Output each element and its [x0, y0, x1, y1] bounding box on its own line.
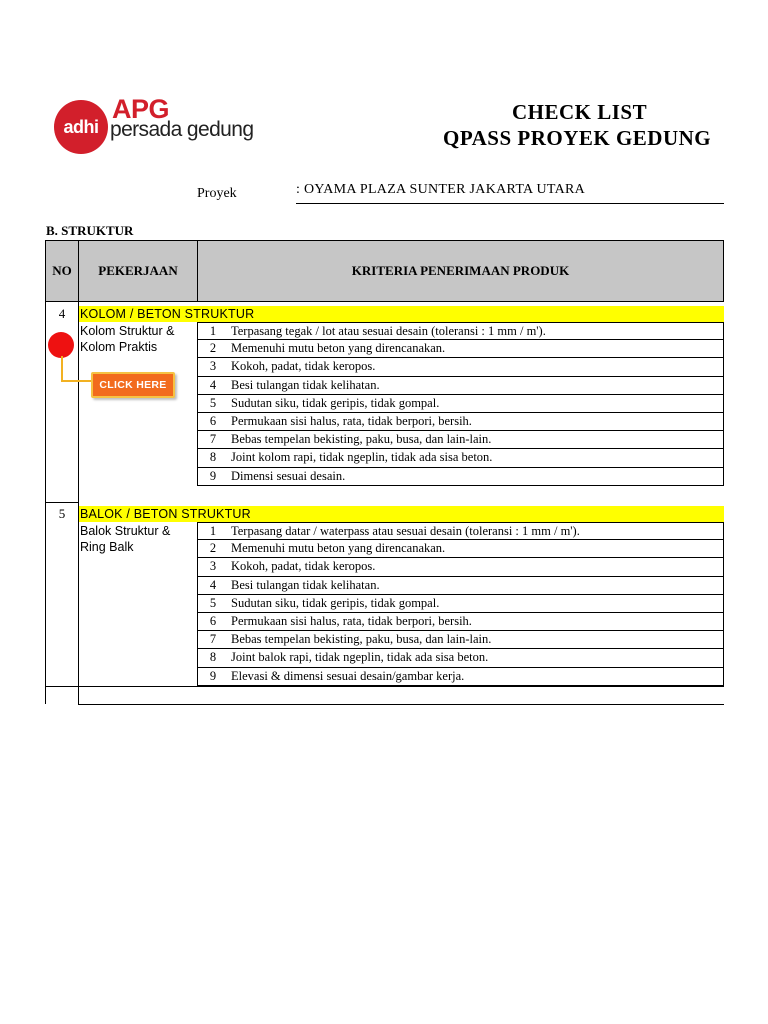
column-header-kriteria: KRITERIA PENERIMAAN PRODUK [197, 240, 724, 302]
criteria-text: Bebas tempelan bekisting, paku, busa, dan lain-lain. [231, 432, 492, 447]
criteria-text: Sudutan siku, tidak geripis, tidak gompal. [231, 595, 440, 610]
group-number: 5 [58, 506, 66, 521]
criteria-text: Permukaan sisi halus, rata, tidak berpori, bersih. [231, 614, 472, 628]
criteria-number: 9 [209, 468, 217, 483]
table-bottom-border [78, 704, 724, 705]
logo-badge: adhi [54, 100, 108, 154]
criteria-row [197, 340, 724, 358]
criteria-row [197, 358, 724, 376]
page-subtitle: QPASS PROYEK GEDUNG [443, 126, 712, 150]
group-number: 4 [58, 306, 66, 321]
page-title: CHECK LIST [512, 100, 648, 124]
group-title-balok: BALOK / BETON STRUKTUR [79, 506, 724, 522]
criteria-text: Memenuhi mutu beton yang direncanakan. [231, 341, 446, 356]
pekerjaan-cell [80, 523, 198, 555]
criteria-row [197, 377, 724, 395]
group-title-kolom: KOLOM / BETON STRUKTUR [79, 306, 724, 322]
criteria-number: 3 [209, 559, 217, 574]
project-underline [296, 203, 724, 204]
criteria-row [197, 577, 724, 595]
criteria-row [197, 595, 724, 613]
criteria-text: Elevasi & dimensi sesuai desain/gambar kerja. [231, 668, 465, 683]
pekerjaan-cell [80, 323, 198, 355]
callout-connector [61, 356, 93, 382]
criteria-number: 4 [209, 577, 217, 592]
criteria-row [197, 522, 724, 540]
criteria-row [197, 649, 724, 667]
criteria-row [197, 431, 724, 449]
criteria-text: Kokoh, padat, tidak keropos. [231, 359, 376, 374]
criteria-number: 3 [209, 359, 217, 374]
criteria-number: 1 [209, 324, 217, 338]
criteria-number: 7 [209, 632, 217, 647]
criteria-row [197, 395, 724, 413]
criteria-number: 4 [209, 377, 217, 392]
criteria-number: 6 [209, 614, 217, 628]
criteria-number: 6 [209, 414, 217, 428]
click-here-button[interactable]: CLICK HERE [91, 372, 175, 398]
criteria-number: 7 [209, 432, 217, 447]
criteria-text: Kokoh, padat, tidak keropos. [231, 559, 376, 574]
criteria-row [197, 449, 724, 467]
hotspot-marker[interactable] [48, 332, 74, 358]
column-header-no: NO [45, 240, 79, 302]
criteria-row [197, 413, 724, 431]
criteria-row [197, 322, 724, 340]
table-row-empty-top [78, 686, 724, 687]
section-title: B. STRUKTUR [46, 223, 134, 238]
logo-brand: APG [112, 94, 170, 124]
criteria-number: 2 [209, 341, 217, 356]
column-header-pekerjaan: PEKERJAAN [78, 240, 198, 302]
criteria-text: Besi tulangan tidak kelihatan. [231, 377, 380, 392]
project-label: Proyek [197, 186, 237, 201]
company-logo [54, 94, 284, 160]
pekerjaan-line: Ring Balk [80, 540, 134, 554]
criteria-text: Besi tulangan tidak kelihatan. [231, 577, 380, 592]
group-divider-no [45, 502, 79, 503]
criteria-text: Dimensi sesuai desain. [231, 468, 346, 483]
pekerjaan-line: Kolom Struktur & [80, 324, 175, 338]
table-left-border [45, 302, 46, 704]
criteria-text: Sudutan siku, tidak geripis, tidak gompal. [231, 395, 440, 410]
criteria-row [197, 613, 724, 631]
criteria-number: 9 [209, 668, 217, 683]
logo-subtitle: persada gedung [110, 118, 254, 141]
criteria-number: 8 [209, 450, 217, 465]
criteria-row [197, 540, 724, 558]
criteria-number: 8 [209, 650, 217, 665]
criteria-text: Joint kolom rapi, tidak ngeplin, tidak ada sisa beton. [231, 450, 493, 465]
criteria-row [197, 558, 724, 576]
criteria-row [197, 468, 724, 486]
criteria-row [197, 668, 724, 686]
group-divider-no-last [45, 686, 79, 687]
pekerjaan-line: Balok Struktur & [80, 524, 171, 538]
project-value: : OYAMA PLAZA SUNTER JAKARTA UTARA [296, 182, 586, 197]
criteria-row [197, 631, 724, 649]
criteria-number: 5 [209, 395, 217, 410]
criteria-number: 5 [209, 595, 217, 610]
criteria-text: Terpasang tegak / lot atau sesuai desain (toleransi : 1 mm / m'). [231, 324, 546, 338]
criteria-text: Permukaan sisi halus, rata, tidak berpori, bersih. [231, 414, 472, 428]
criteria-number: 1 [209, 524, 217, 538]
pekerjaan-line: Kolom Praktis [80, 340, 158, 354]
criteria-number: 2 [209, 541, 217, 556]
criteria-text: Terpasang datar / waterpass atau sesuai desain (toleransi : 1 mm / m'). [231, 524, 580, 538]
criteria-text: Bebas tempelan bekisting, paku, busa, dan lain-lain. [231, 632, 492, 647]
criteria-text: Memenuhi mutu beton yang direncanakan. [231, 541, 446, 556]
criteria-text: Joint balok rapi, tidak ngeplin, tidak ada sisa beton. [231, 650, 489, 665]
